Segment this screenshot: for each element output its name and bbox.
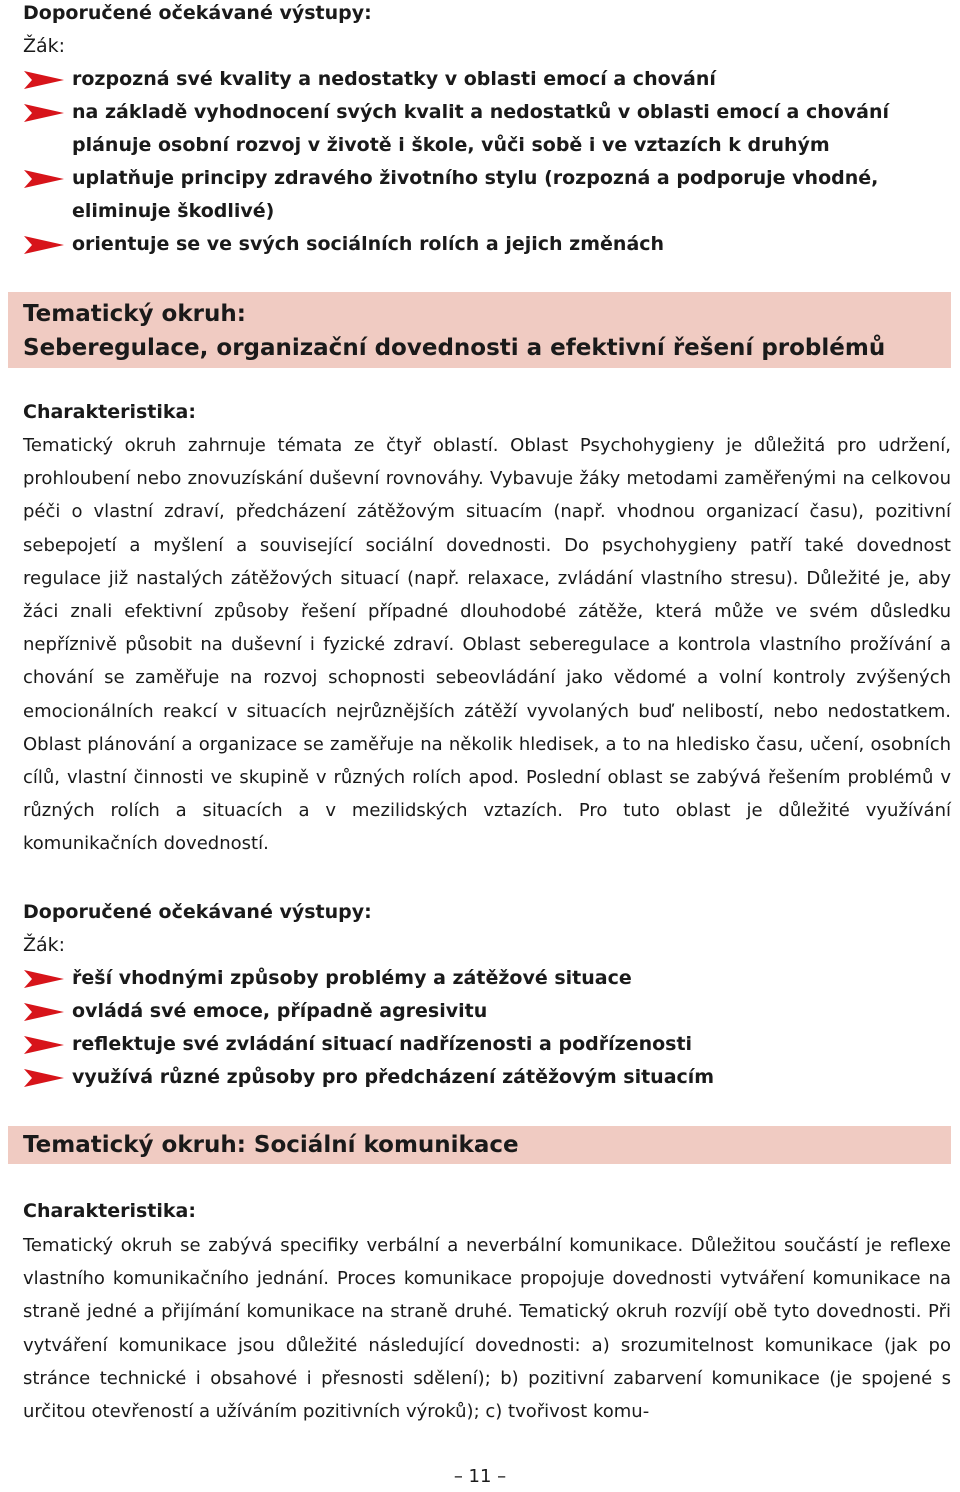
red-arrow-bullet-icon: [24, 970, 64, 988]
list-item: na základě vyhodnocení svých kvalit a nedostatků v oblasti emocí a chování plánuje osobní rozvoj v životě i škole, vůči sobě i ve vztazích k druhým: [0, 96, 960, 162]
list-item: orientuje se ve svých sociálních rolích a jejich změnách: [0, 228, 960, 261]
red-arrow-bullet-icon: [24, 71, 64, 89]
page-number: – 11 –: [453, 1466, 507, 1487]
expected-outputs-list: [0, 962, 960, 1094]
theme-title: Seberegulace, organizační dovednosti a efektivní řešení problémů: [23, 335, 886, 361]
pupil-label: Žák:: [23, 934, 66, 956]
expected-outputs-heading: Doporučené očekávané výstupy:: [23, 2, 372, 24]
theme-banner: [8, 292, 951, 368]
red-arrow-bullet-icon: [24, 1069, 64, 1087]
red-arrow-bullet-icon: [24, 1003, 64, 1021]
characteristics-heading: Charakteristika:: [23, 401, 196, 423]
red-arrow-bullet-icon: [24, 104, 64, 122]
list-item: uplatňuje principy zdravého životního stylu (rozpozná a podporuje vhodné, eliminuje škodlivé): [0, 162, 960, 228]
red-arrow-bullet-icon: [24, 236, 64, 254]
pupil-label: Žák:: [23, 35, 66, 57]
expected-outputs-list: [0, 63, 960, 261]
red-arrow-bullet-icon: [24, 170, 64, 188]
expected-outputs-heading: Doporučené očekávané výstupy:: [23, 901, 372, 923]
list-item: rozpozná své kvality a nedostatky v oblasti emocí a chování: [0, 63, 960, 96]
list-item: řeší vhodnými způsoby problémy a zátěžové situace: [0, 962, 960, 995]
theme-label: Tematický okruh:: [23, 301, 246, 327]
list-item: reflektuje své zvládání situací nadřízenosti a podřízenosti: [0, 1028, 960, 1061]
characteristics-text: Tematický okruh se zabývá specifiky verbální a neverbální komunikace. Důležitou součástí je reflexe vlastního komunikačního jednání. Proces komunikace propojuje dovednosti vytváření komunikace na straně jedné a přijímání komunikace na straně druhé. Tematický okruh rozvíjí obě tyto dovednosti. Při vytváření komunikace jsou důležité následující dovednosti: a) srozumitelnost komunikace (jak po stránce technické i obsahové i přesnosti sdělení); b) pozitivní zabarvení komunikace (je spojené s určitou otevřeností a užíváním pozitivních výroků); c) tvořivost komu-: [23, 1235, 951, 1423]
list-item: využívá různé způsoby pro předcházení zátěžovým situacím: [0, 1061, 960, 1094]
theme-banner: [8, 1126, 951, 1164]
characteristics-text: Tematický okruh zahrnuje témata ze čtyř oblastí. Oblast Psychohygieny je důležitá pro udržení, prohloubení nebo znovuzískání duševní rovnováhy. Vybavuje žáky metodami zaměřenými na celkovou péči o vlastní zdraví, předcházení zátěžovým situacím (např. vhodnou organizací času), pozitivní sebepojetí a myšlení a související sociální dovednosti. Do psychohygieny patří také dovednost regulace již nastalých zátěžových situací (např. relaxace, zvládání vlastního stresu). Důležité je, aby žáci znali efektivní způsoby řešení případné dlouhodobé zátěže, která může ve svém důsledku nepříznivě působit na duševní i fyzické zdraví. Oblast seberegulace a kontrola vlastního prožívání a chování se zaměřuje na rozvoj schopnosti sebeovládání jako vědomé a volní kontroly zvýšených emocionálních reakcí v situacích nejrůznějších zátěží vyvolaných buď nelibostí, nebo nedostatkem. Oblast plánování a organizace se zaměřuje na několik hledisek, a to na hledisko času, učení, osobních cílů, vlastní činnosti ve skupině v různých rolích apod. Poslední oblast se zabývá řešením problémů v různých rolích a situacích a v mezilidských vztazích. Pro tuto oblast je důležité využívání komunikačních dovedností.: [23, 435, 951, 855]
theme-title: Tematický okruh: Sociální komunikace: [23, 1132, 519, 1158]
red-arrow-bullet-icon: [24, 1036, 64, 1054]
list-item: ovládá své emoce, případně agresivitu: [0, 995, 960, 1028]
characteristics-heading: Charakteristika:: [23, 1200, 196, 1222]
